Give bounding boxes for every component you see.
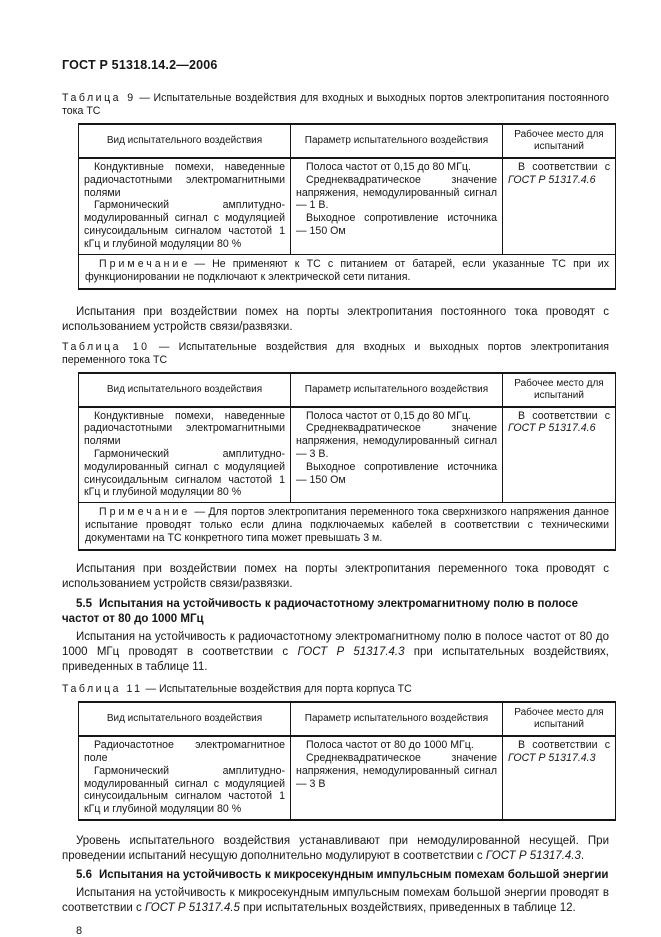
param-paragraph: Среднеквадратическое значение напряжения, немодулированный сигнал — 3 В.	[296, 422, 497, 460]
section-5-5-heading	[62, 597, 609, 627]
table-10-cell-kind	[79, 407, 291, 503]
note-label: Примечание	[99, 506, 191, 519]
note-text: — Для портов электропитания переменного тока сверхнизкого напряжения данное испытание проводят только если длина подключаемых кабелей в соответствии с техническими документами на ТС конкретного типа может превышать 3 м.	[85, 506, 609, 545]
paragraph-after-table-9: Испытания при воздействии помех на порты электропитания постоянного тока проводят с использованием устройств связи/развязки.	[62, 305, 609, 333]
gost-reference: ГОСТ Р 51317.4.3	[508, 751, 596, 764]
table-11-caption-label: Таблица 11	[62, 683, 143, 696]
column-header-place: Рабочее место для испытаний	[503, 702, 616, 736]
column-header-param: Параметр испытательного воздействия	[291, 124, 503, 158]
gost-reference: ГОСТ Р 51317.4.6	[508, 422, 596, 435]
table-11-caption-text: — Испытательные воздействия для порта корпуса ТС	[145, 683, 412, 696]
table-9-cell-place	[503, 158, 616, 254]
table-9-caption	[62, 92, 609, 118]
paragraph-text: при испытательных воздействиях, приведенных в таблице 11.	[62, 646, 609, 674]
table-9-note-cell	[79, 254, 616, 289]
table-10-data-row	[79, 407, 616, 503]
kind-paragraph: Гармонический амплитудно-модулированный сигнал с модуляцией синусоидальным сигналом частотой 1 кГц и глубиной модуляции 80 %	[84, 199, 285, 250]
table-10-note-row	[79, 503, 616, 551]
kind-paragraph: Радиочастотное электромагнитное поле	[84, 739, 285, 764]
table-10-caption-text: — Испытательные воздействия для входных и выходных портов электропитания переменного тока ТС	[62, 340, 610, 366]
table-10-header-row	[79, 373, 616, 407]
table-9-header-row	[79, 124, 616, 158]
column-header-place: Рабочее место для испытаний	[503, 124, 616, 158]
place-paragraph	[508, 410, 610, 436]
table-10-note	[85, 506, 609, 545]
column-header-kind: Вид испытательного воздействия	[79, 373, 291, 407]
section-5-6-heading	[62, 868, 609, 883]
param-paragraph: Выходное сопротивление источника — 150 Ом	[296, 460, 497, 486]
paragraph-after-table-10: Испытания при воздействии помех на порты электропитания переменного тока проводят с использованием устройств связи/развязки.	[62, 563, 609, 591]
kind-paragraph: Гармонический амплитудно-модулированный сигнал с модуляцией синусоидальным сигналом частотой 1 кГц и глубиной модуляции 80 %	[84, 764, 285, 816]
table-9-cell-param	[291, 158, 503, 254]
gost-reference: ГОСТ Р 51317.4.5	[144, 901, 240, 914]
kind-paragraph: Кондуктивные помехи, наведенные радиочастотными электромагнитными полями	[84, 161, 285, 199]
section-5-6-paragraph	[62, 886, 609, 916]
param-paragraph: Полоса частот от 0,15 до 80 МГц.	[306, 409, 471, 422]
gost-reference: ГОСТ Р 51317.4.3	[297, 646, 405, 659]
section-title: Испытания на устойчивость к микросекундным импульсным помехам большой энергии	[99, 868, 609, 881]
table-11-cell-place	[503, 736, 616, 820]
page-number: 8	[76, 924, 83, 937]
param-paragraph: Среднеквадратическое значение напряжения, немодулированный сигнал — 1 В.	[296, 173, 497, 212]
table-9-caption-text: — Испытательные воздействия для входных и выходных портов электропитания постоянного тока ТС	[62, 92, 610, 117]
table-11-caption	[62, 683, 609, 696]
column-header-place: Рабочее место для испытаний	[503, 373, 616, 407]
param-paragraph: Выходное сопротивление источника — 150 Ом	[296, 212, 497, 237]
paragraph-after-table-11	[62, 834, 609, 864]
section-5-5-paragraph	[62, 630, 609, 675]
kind-paragraph: Гармонический амплитудно-модулированный сигнал с модуляцией синусоидальным сигналом частотой 1 кГц и глубиной модуляции 80 %	[84, 447, 285, 499]
paragraph-text: Испытания на устойчивость к микросекундным импульсным помехам большой энергии проводят в соответствии с	[62, 886, 609, 914]
gost-reference: ГОСТ Р 51317.4.3	[485, 849, 581, 862]
table-9-caption-label: Таблица 9	[62, 92, 136, 104]
table-10-caption-label: Таблица 10	[62, 340, 150, 353]
table-11-data-row	[79, 736, 616, 820]
table-10	[78, 372, 616, 552]
table-10-cell-place	[503, 407, 616, 503]
param-paragraph: Полоса частот от 80 до 1000 МГц.	[306, 739, 474, 752]
section-title: Испытания на устойчивость к радиочастотному электромагнитному полю в полосе частот от 80 до 1000 МГц	[62, 598, 579, 626]
kind-paragraph: Кондуктивные помехи, наведенные радиочастотными электромагнитными полями	[84, 409, 285, 448]
table-10-note-cell	[79, 503, 616, 551]
note-text: — Не применяют к ТС с питанием от батарей, если указанные ТС при их функционировании не подключают к электрической сети питания.	[85, 257, 609, 283]
table-11-cell-kind	[79, 736, 291, 820]
column-header-kind: Вид испытательного воздействия	[79, 124, 291, 158]
section-number: 5.6	[76, 868, 92, 881]
gost-reference: ГОСТ Р 51317.4.6	[508, 173, 596, 186]
paragraph-text: .	[580, 849, 585, 862]
place-paragraph	[508, 739, 610, 765]
table-10-cell-param	[291, 407, 503, 503]
column-header-param: Параметр испытательного воздействия	[291, 702, 503, 736]
table-11-cell-param	[291, 736, 503, 820]
place-prefix: В соответствии с	[518, 161, 610, 173]
param-paragraph: Среднеквадратическое значение напряжения, немодулированный сигнал — 3 В	[296, 751, 497, 790]
table-9	[78, 123, 616, 290]
paragraph-text: Испытания на устойчивость к радиочастотному электромагнитному полю в полосе частот от 80 до 1000 МГц проводят в соответствии с	[62, 631, 609, 659]
paragraph-text: Уровень испытательного воздействия устанавливают при немодулированной несущей. При проведении испытаний несущую дополнительно модулируют в соответствии с	[62, 834, 609, 862]
param-paragraph: Полоса частот от 0,15 до 80 МГц.	[306, 161, 471, 173]
section-number: 5.5	[76, 598, 92, 611]
column-header-kind: Вид испытательного воздействия	[79, 702, 291, 736]
table-11-header-row	[79, 702, 616, 736]
column-header-param: Параметр испытательного воздействия	[291, 373, 503, 407]
note-label: Примечание	[99, 257, 191, 270]
place-paragraph	[508, 161, 610, 187]
table-9-cell-kind	[79, 158, 291, 254]
paragraph-text: при испытательных воздействиях, приведенных в таблице 12.	[239, 901, 576, 914]
table-9-data-row	[79, 158, 616, 254]
table-11	[78, 701, 616, 821]
table-9-note	[85, 258, 609, 284]
document-title: ГОСТ Р 51318.14.2—2006	[62, 58, 218, 72]
table-9-note-row	[79, 254, 616, 289]
place-prefix: В соответствии с	[518, 739, 610, 752]
table-10-caption	[62, 341, 609, 367]
place-prefix: В соответствии с	[518, 409, 610, 422]
